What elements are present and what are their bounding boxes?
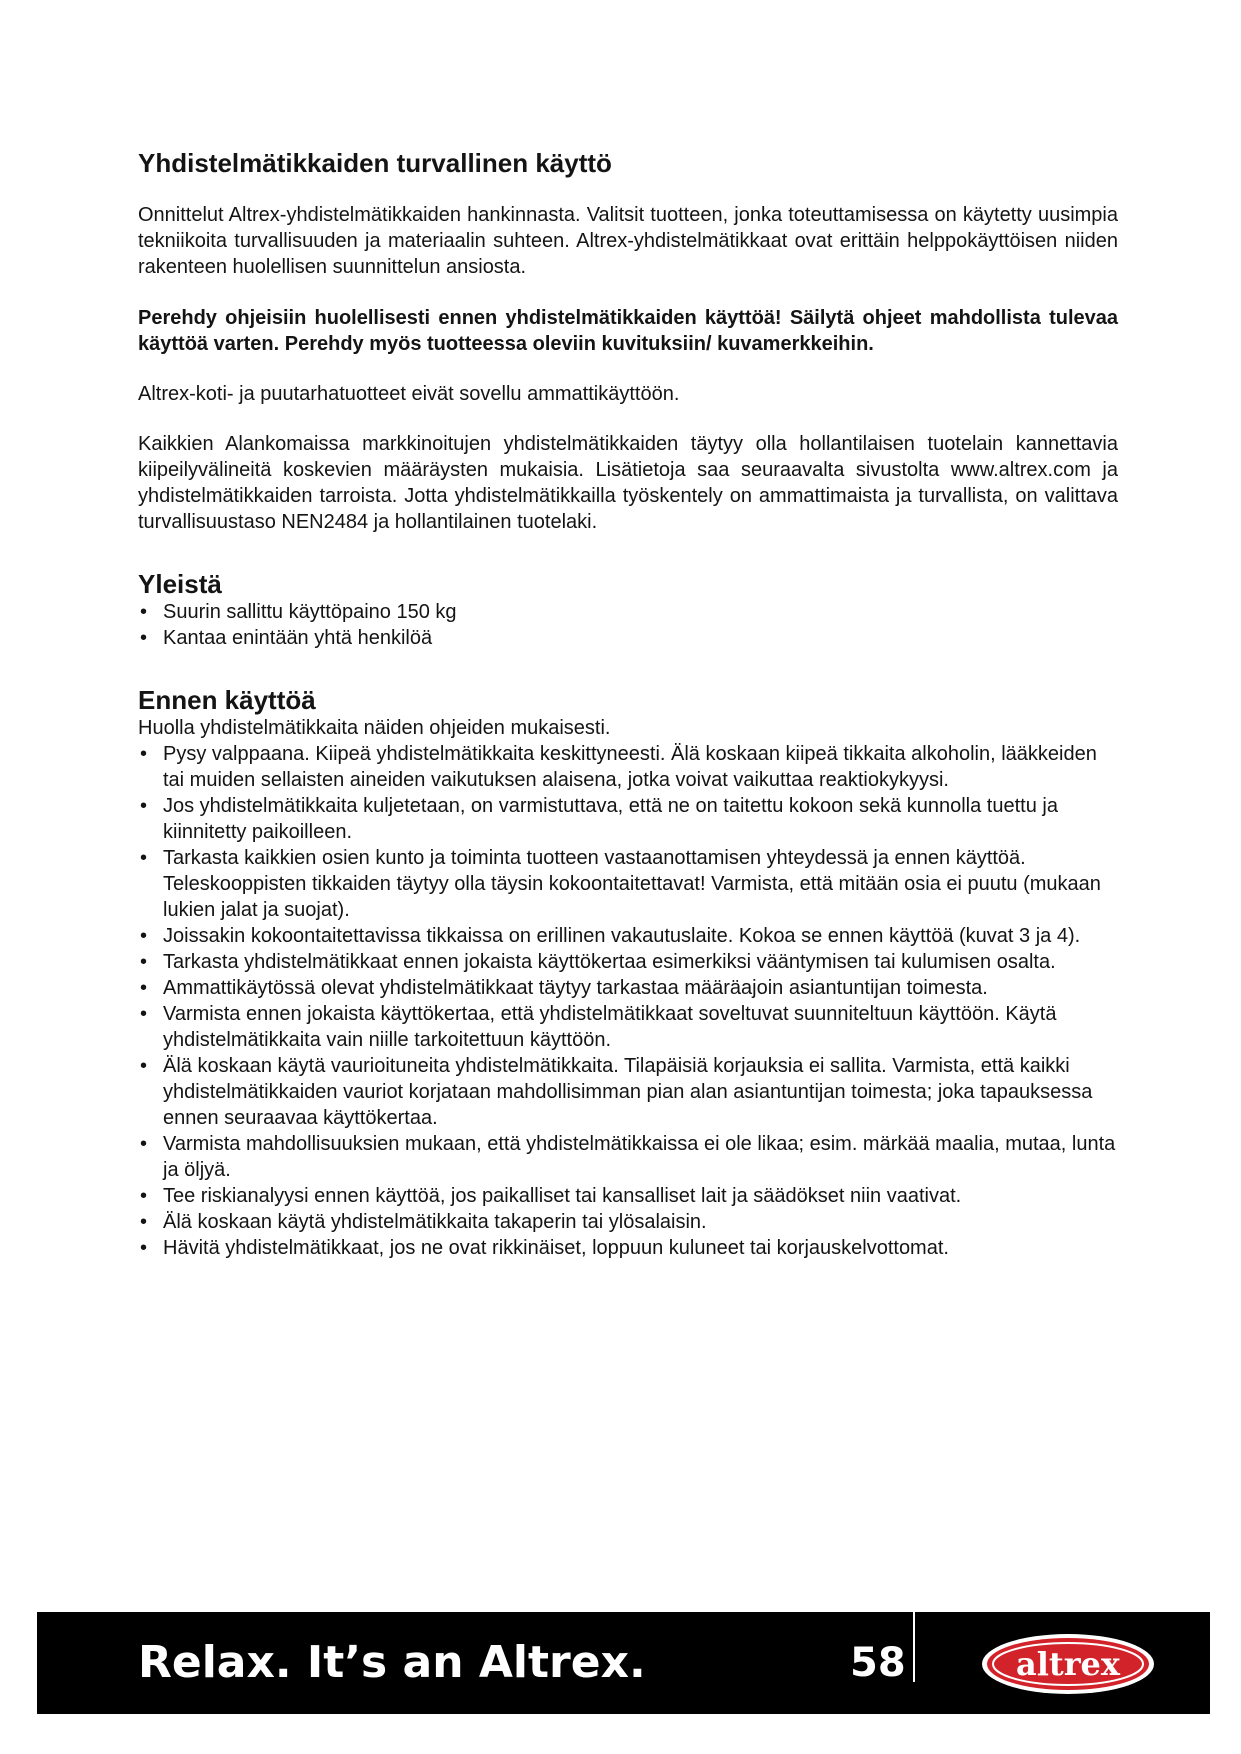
bullet-icon: • <box>140 1055 148 1077</box>
list-item <box>138 1235 1118 1261</box>
bullet-icon: • <box>140 1185 148 1207</box>
list-item-text: Tarkasta yhdistelmätikkaat ennen jokaista käyttökertaa esimerkiksi vääntymisen tai kulumisen osalta. <box>163 951 1056 973</box>
list-item-text: Joissakin kokoontaitettavissa tikkaissa on erillinen vakautuslaite. Kokoa se ennen käyttöä (kuvat 3 ja 4). <box>163 925 1081 947</box>
list-item-text: Pysy valppaana. Kiipeä yhdistelmätikkaita keskittyneesti. Älä koskaan kiipeä tikkaita alkoholin, lääkkeiden tai muiden sellaisten aineiden vaikutuksen alaisena, jotka voivat vaikuttaa reaktiokykyysi. <box>163 743 1097 791</box>
intro-paragraph: Onnittelut Altrex-yhdistelmätikkaiden hankinnasta. Valitsit tuotteen, jonka toteuttamisessa on käytetty uusimpia tekniikoita turvallisuuden ja materiaalin suhteen. Altrex-yhdistelmätikkaat ovat erittäin helppokäyttöisen niiden rakenteen huolellisen suunnittelun ansiosta. <box>138 204 1118 278</box>
list-item <box>138 1131 1118 1183</box>
list-item <box>138 949 1118 975</box>
bullet-icon: • <box>140 1003 148 1025</box>
list-item-text: Varmista mahdollisuuksien mukaan, että yhdistelmätikkaissa ei ole likaa; esim. märkää maalia, mutaa, lunta ja öljyä. <box>163 1133 1116 1181</box>
bullet-icon: • <box>140 743 148 765</box>
bullet-icon: • <box>140 925 148 947</box>
general-list <box>138 599 1118 651</box>
altrex-logo <box>980 1632 1156 1696</box>
page-number: 58 <box>850 1640 906 1686</box>
list-item-text: Tarkasta kaikkien osien kunto ja toiminta tuotteen vastaanottamisen yhteydessä ja ennen käyttöä. Teleskooppisten tikkaiden täytyy olla täysin kokoontaitettavat! Varmista, että mitään osia ei puutu (mukaan lukien jalat ja suojat). <box>163 847 1101 921</box>
logo-text: altrex <box>1016 1645 1120 1683</box>
document-body <box>138 146 1118 1261</box>
list-item <box>138 975 1118 1001</box>
list-item-text: Ammattikäytössä olevat yhdistelmätikkaat täytyy tarkastaa määräajoin asiantuntijan toimesta. <box>163 977 988 999</box>
list-item-text: Jos yhdistelmätikkaita kuljetetaan, on varmistuttava, että ne on taitettu kokoon sekä kunnolla tuettu ja kiinnitetty paikoilleen. <box>163 795 1058 843</box>
footer-divider <box>913 1612 915 1682</box>
general-heading: Yleistä <box>138 569 222 599</box>
before-use-heading: Ennen käyttöä <box>138 685 316 715</box>
bullet-icon: • <box>140 847 148 869</box>
bullet-icon: • <box>140 1237 148 1259</box>
bullet-icon: • <box>140 601 148 623</box>
bullet-icon: • <box>140 627 148 649</box>
list-item <box>138 845 1118 923</box>
list-item-text: Kantaa enintään yhtä henkilöä <box>163 627 433 649</box>
bullet-icon: • <box>140 1211 148 1233</box>
list-item-text: Älä koskaan käytä yhdistelmätikkaita takaperin tai ylösalaisin. <box>163 1211 707 1233</box>
page-title: Yhdistelmätikkaiden turvallinen käyttö <box>138 148 612 178</box>
list-item-text: Hävitä yhdistelmätikkaat, jos ne ovat rikkinäiset, loppuun kuluneet tai korjauskelvottomat. <box>163 1237 949 1259</box>
footer-slogan: Relax. It’s an Altrex. <box>138 1637 646 1688</box>
bullet-icon: • <box>140 1133 148 1155</box>
footer-bar <box>37 1612 1210 1714</box>
before-use-list <box>138 741 1118 1261</box>
list-item <box>138 923 1118 949</box>
list-item <box>138 793 1118 845</box>
list-item-text: Suurin sallittu käyttöpaino 150 kg <box>163 601 457 623</box>
bullet-icon: • <box>140 951 148 973</box>
bullet-icon: • <box>140 977 148 999</box>
bullet-icon: • <box>140 795 148 817</box>
list-item <box>138 599 1118 625</box>
list-item <box>138 1209 1118 1235</box>
law-paragraph: Kaikkien Alankomaissa markkinoitujen yhdistelmätikkaiden täytyy olla hollantilaisen tuotelain kannettavia kiipeilyvälineitä koskevien määräysten mukaisia. Lisätietoja saa seuraavalta sivustolta www.altrex.com ja yhdistelmätikkaiden tarroista. Jotta yhdistelmätikkailla työskentely on ammattimaista ja turvallista, on valittava turvallisuustaso NEN2484 ja hollantilainen tuotelaki. <box>138 433 1118 533</box>
list-item-text: Älä koskaan käytä vaurioituneita yhdistelmätikkaita. Tilapäisiä korjauksia ei sallita. Varmista, että kaikki yhdistelmätikkaiden vauriot korjataan mahdollisimman pian alan asiantuntijan toimesta; joka tapauksessa ennen seuraavaa käyttökertaa. <box>163 1055 1093 1129</box>
list-item-text: Varmista ennen jokaista käyttökertaa, että yhdistelmätikkaat soveltuvat suunniteltuun käyttöön. Käytä yhdistelmätikkaita vain niille tarkoitettuun käyttöön. <box>163 1003 1057 1051</box>
list-item <box>138 625 1118 651</box>
usage-note: Altrex-koti- ja puutarhatuotteet eivät sovellu ammattikäyttöön. <box>138 383 680 405</box>
list-item <box>138 1001 1118 1053</box>
list-item <box>138 1053 1118 1131</box>
list-item <box>138 741 1118 793</box>
before-use-lead: Huolla yhdistelmätikkaita näiden ohjeiden mukaisesti. <box>138 717 611 739</box>
list-item <box>138 1183 1118 1209</box>
list-item-text: Tee riskianalyysi ennen käyttöä, jos paikalliset tai kansalliset lait ja säädökset niin vaativat. <box>163 1185 962 1207</box>
instruction-note: Perehdy ohjeisiin huolellisesti ennen yhdistelmätikkaiden käyttöä! Säilytä ohjeet mahdollista tulevaa käyttöä varten. Perehdy myös tuotteessa oleviin kuvituksiin/ kuvamerkkeihin. <box>138 307 1118 355</box>
